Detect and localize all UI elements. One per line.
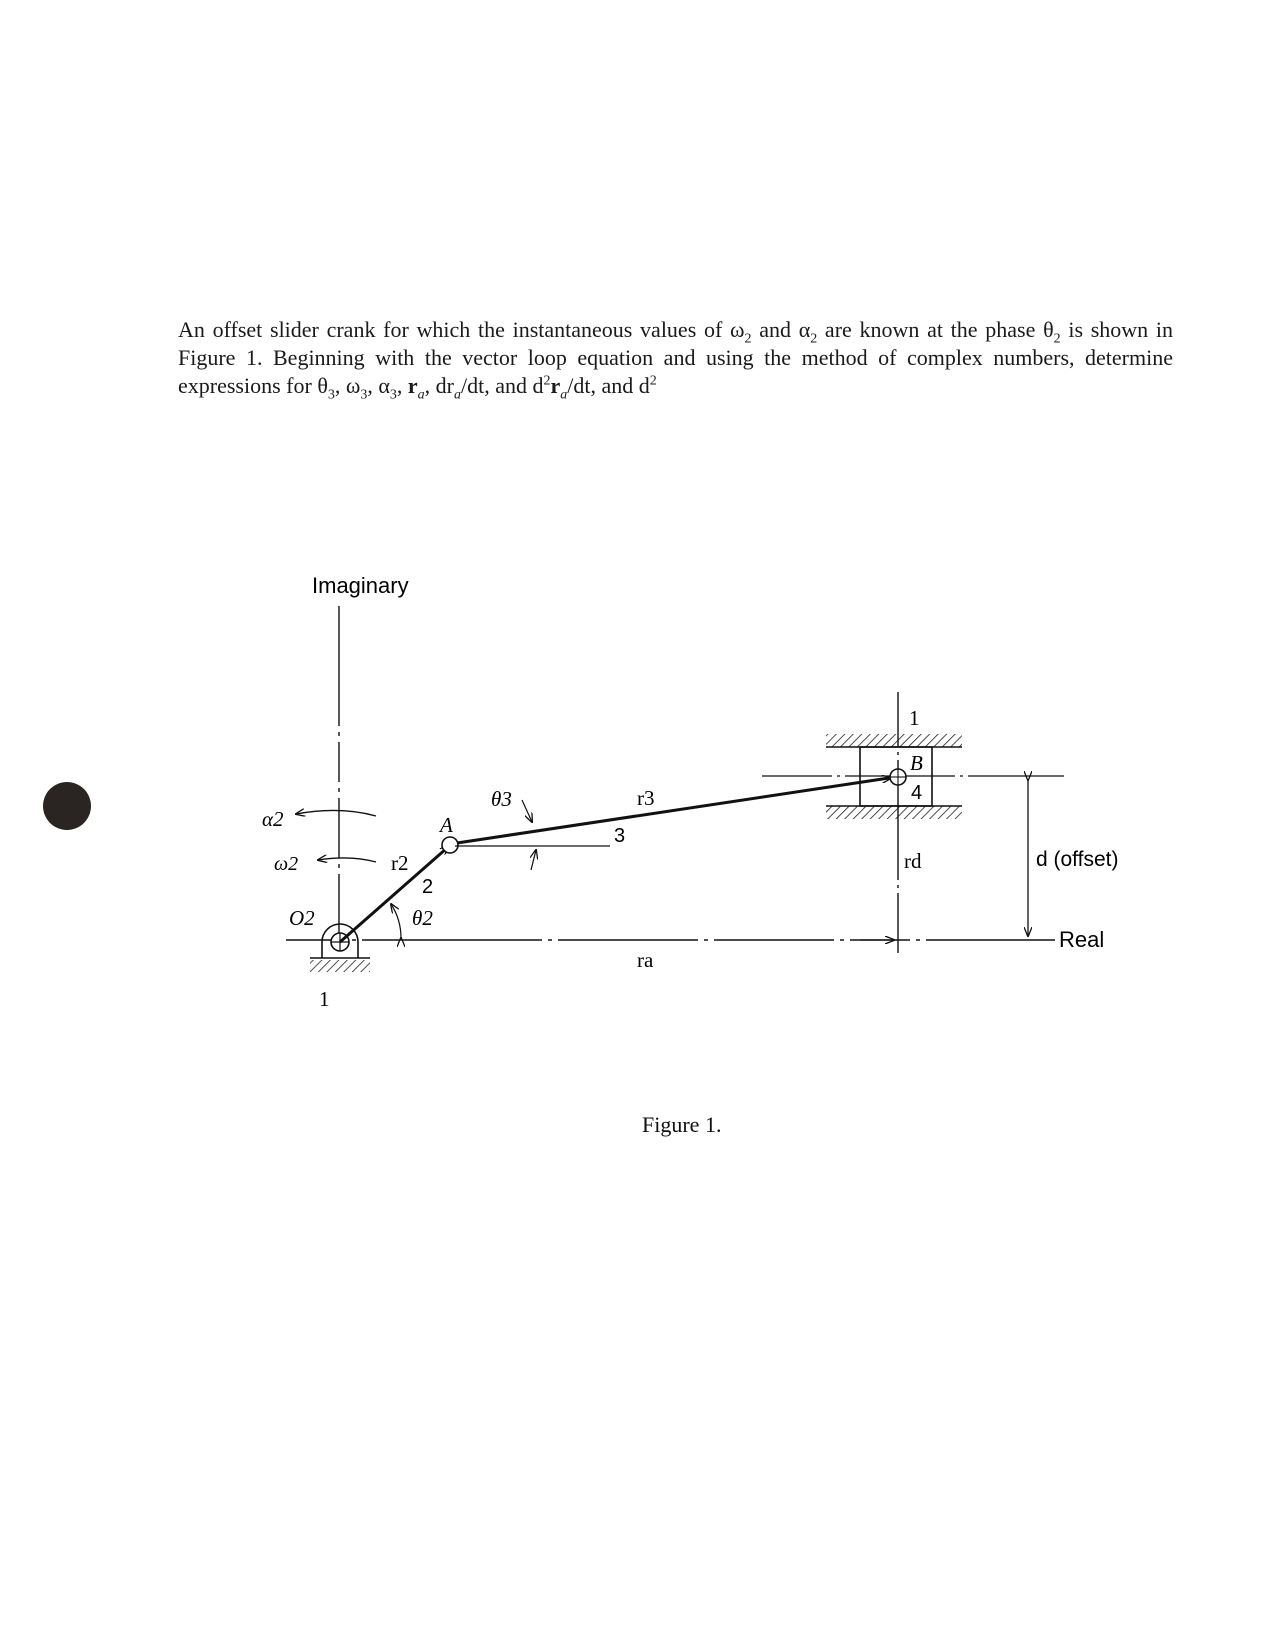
real-label: Real [1059,927,1105,952]
slider-guide-bottom-hatch [826,806,962,819]
connecting-rod-link-3 [457,778,889,843]
a-label: A [440,813,453,837]
ground-1-right-label: 1 [909,706,920,730]
alpha2-arrow [296,810,376,816]
omega2-arrow [318,858,376,862]
imaginary-label: Imaginary [312,573,409,598]
pin-a [442,837,458,853]
link-4-label: 4 [911,782,923,804]
rd-label: rd [904,849,922,873]
r2-label: r2 [391,851,409,875]
o2-label: O2 [289,906,315,930]
slider-guide-top-hatch [826,734,962,747]
b-label: B [910,751,923,775]
theta2-arc [391,904,401,938]
link-2-label: 2 [422,876,434,898]
alpha2-label: α2 [262,807,284,831]
theta3-arrow-top [522,800,532,822]
problem-statement: An offset slider crank for which the instantaneous values of $\omega_2$ and $\alpha_2$ are known at the phase $\theta_2$ is shown in Figure 1. Beginning with the vector loop equation and using the method of complex numbers, determine expressions for $\theta_3$, $\omega_3$, $\alpha_3$, $r_a$, $dr_a/dt$, and $d^2r_a/dt$, and $d^2$ [178,317,1173,403]
offset-label: d (offset) [1036,848,1119,871]
figure-caption: Figure 1. [642,1112,722,1137]
ground-1-left-label: 1 [319,987,330,1011]
link-3-label: 3 [614,825,626,847]
ra-label: ra [637,948,654,972]
omega2-label: ω2 [274,853,299,875]
theta2-label: θ2 [412,906,433,930]
r3-label: r3 [637,786,655,810]
theta3-arrow-bottom [531,850,536,870]
ground-o2-hatch [310,960,370,972]
theta3-label: θ3 [491,787,512,811]
